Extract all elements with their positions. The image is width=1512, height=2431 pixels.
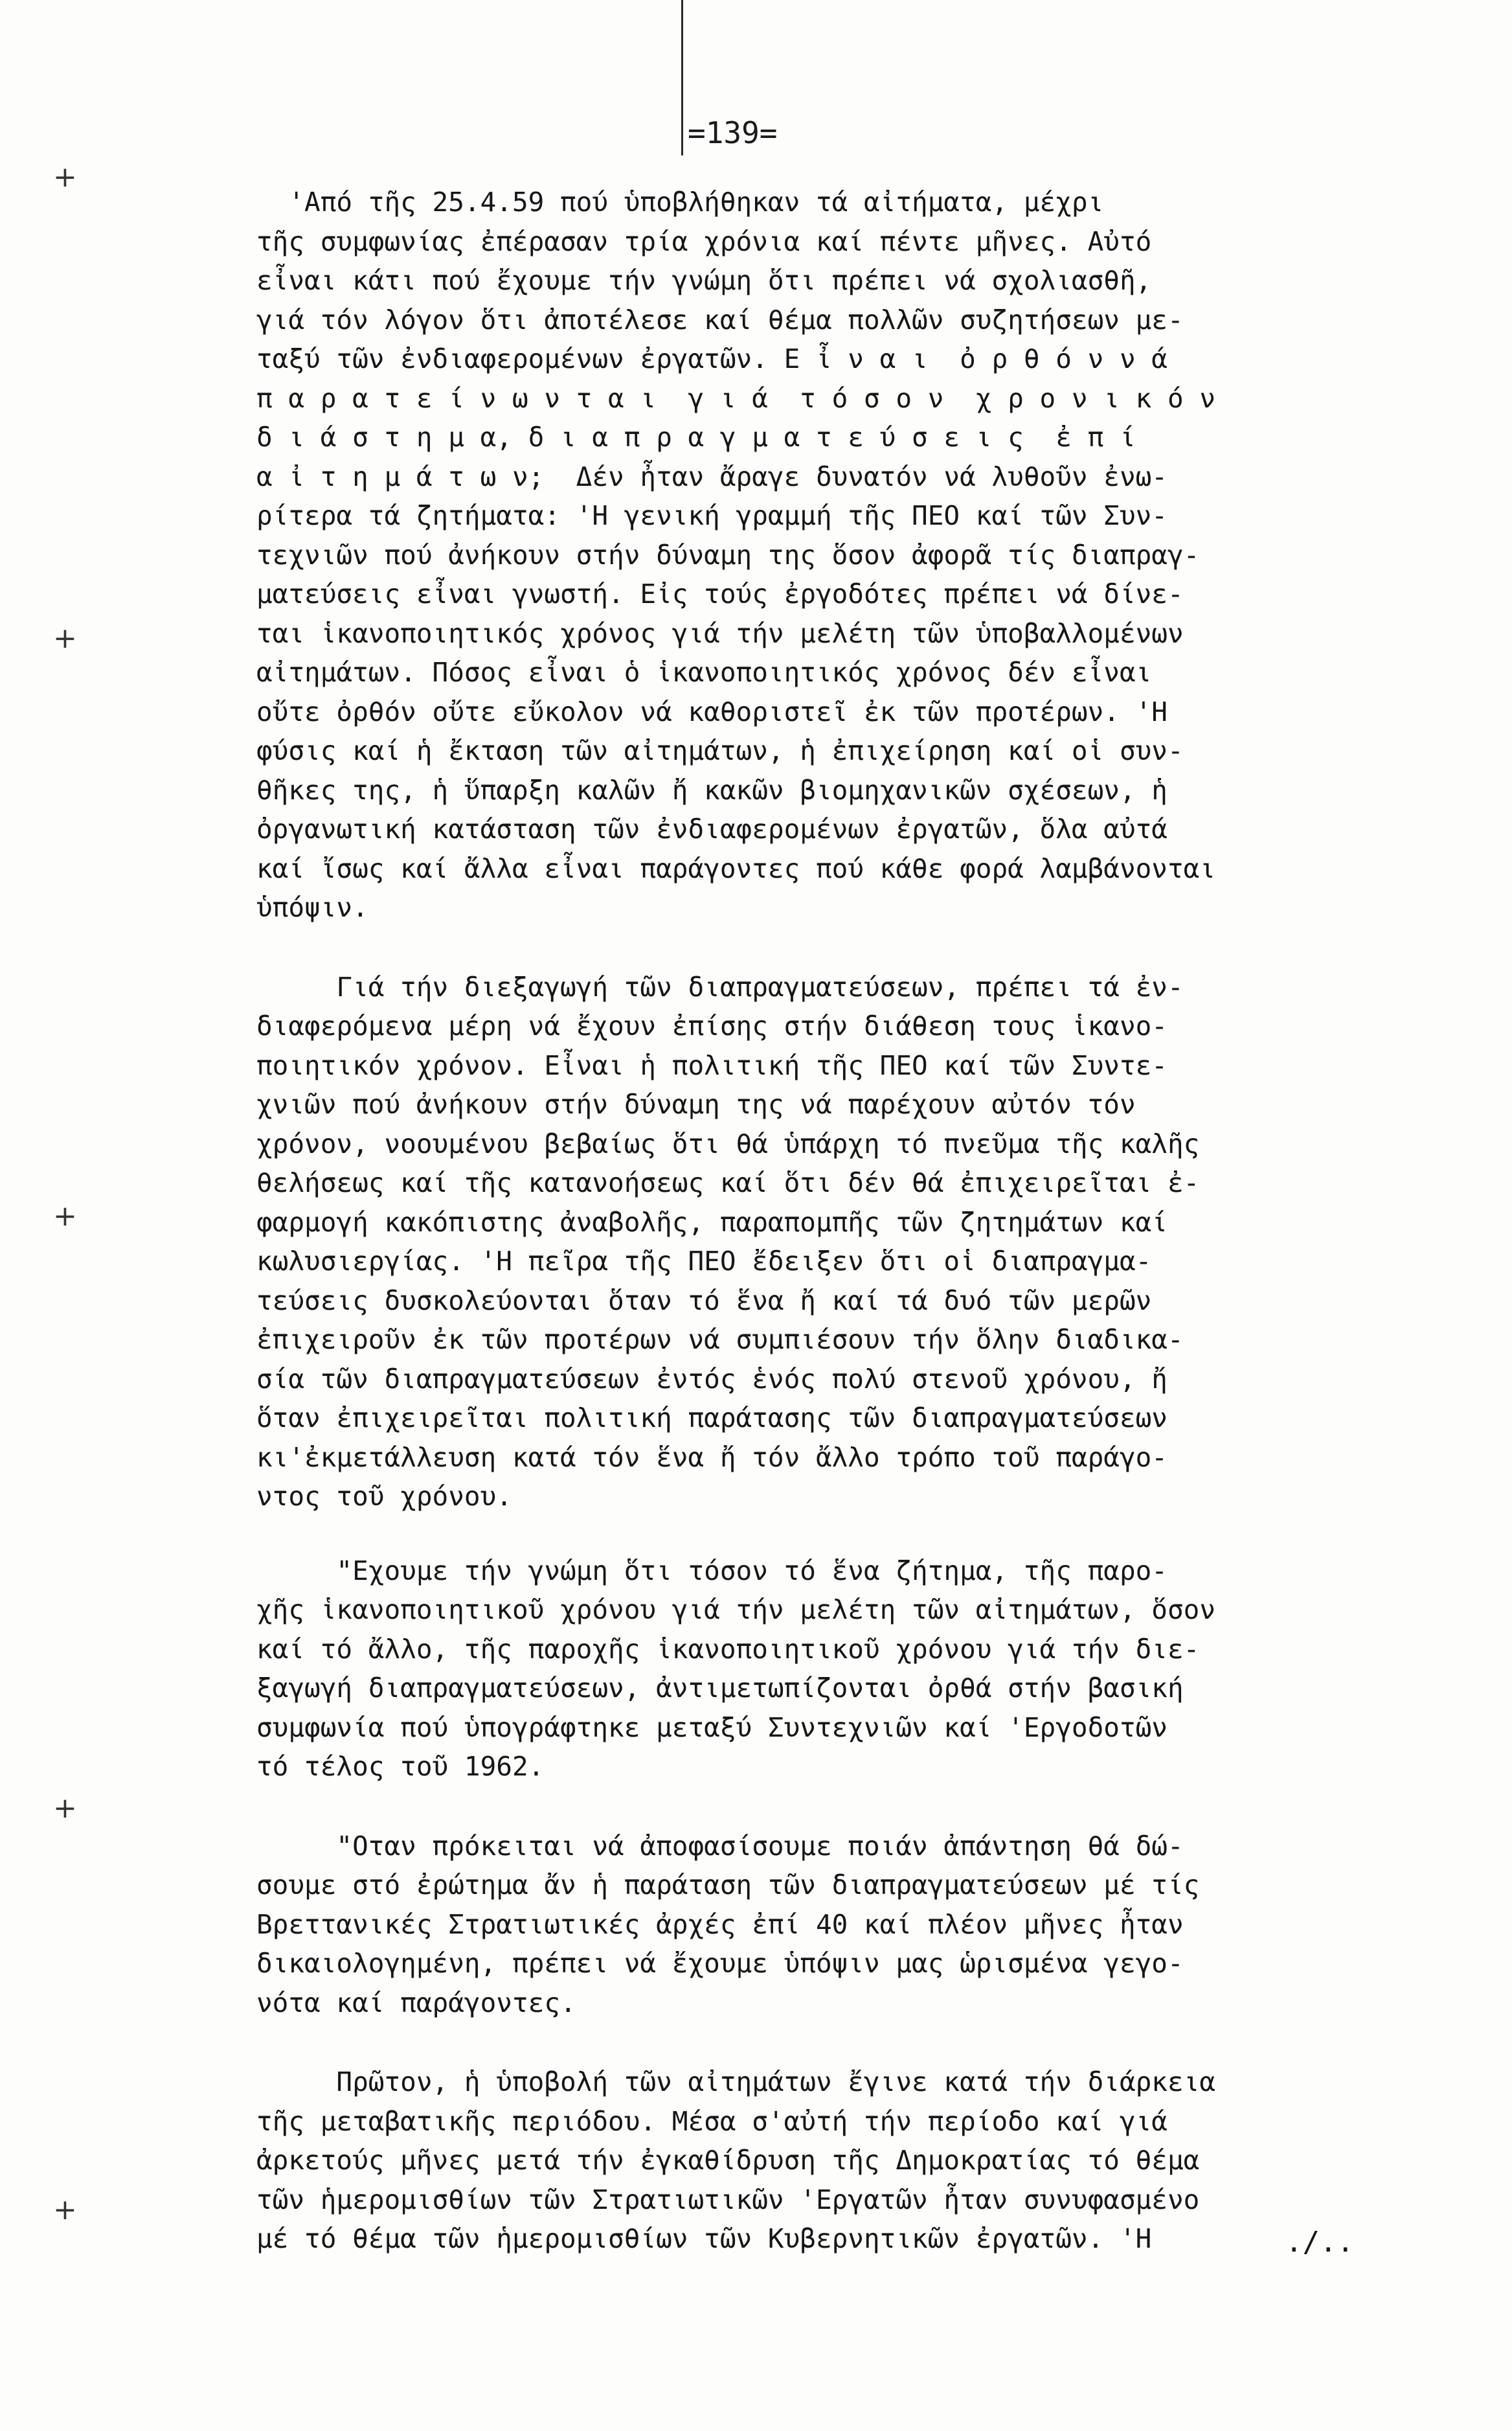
text-line: "Εχουμε τήν γνώμη ὅτι τόσον τό ἕνα ζήτημα, τῆς παρο- bbox=[256, 1555, 1168, 1586]
text-line: Βρεττανικές Στρατιωτικές ἀρχές ἐπί 40 καί πλέον μῆνες ἦταν bbox=[256, 1908, 1184, 1940]
margin-mark: + bbox=[53, 622, 77, 655]
text-line: κι'ἐκμετάλλευση κατά τόν ἕνα ἤ τόν ἄλλο τρόπο τοῦ παράγο- bbox=[256, 1441, 1168, 1473]
text-line: ρίτερα τά ζητήματα: 'Η γενική γραμμή τῆς ΠΕΟ καί τῶν Συν- bbox=[256, 500, 1168, 531]
text-line: χρόνον, νοουμένου βεβαίως ὅτι θά ὑπάρχη τό πνεῦμα τῆς καλῆς bbox=[256, 1128, 1200, 1159]
text-line: οὔτε ὀρθόν οὔτε εὔκολον νά καθοριστεῖ ἐκ τῶν προτέρων. 'Η bbox=[256, 696, 1168, 727]
text-line: τό τέλος τοῦ 1962. bbox=[256, 1751, 545, 1782]
text-line: θῆκες της, ἡ ὕπαρξη καλῶν ἤ κακῶν βιομηχανικῶν σχέσεων, ἡ bbox=[256, 774, 1168, 806]
continuation-mark: ./.. bbox=[1285, 2226, 1354, 2259]
margin-mark: + bbox=[53, 2193, 77, 2226]
text-line: ντος τοῦ χρόνου. bbox=[256, 1481, 512, 1512]
text-line: ταξύ τῶν ἐνδιαφερομένων ἐργατῶν. Ε ἶ ν α ι ὀ ρ θ ό ν ν ά bbox=[256, 343, 1168, 374]
text-line: συμφωνία πού ὑπογράφτηκε μεταξύ Συντεχνιῶν καί 'Εργοδοτῶν bbox=[256, 1711, 1168, 1743]
text-line: ποιητικόν χρόνον. Εἶναι ἡ πολιτική τῆς ΠΕΟ καί τῶν Συντε- bbox=[256, 1049, 1168, 1081]
margin-mark: + bbox=[53, 161, 77, 194]
text-line: διαφερόμενα μέρη νά ἔχουν ἐπίσης στήν διάθεση τους ἱκανο- bbox=[256, 1010, 1168, 1042]
text-line: εἶναι κάτι πού ἔχουμε τήν γνώμη ὅτι πρέπει νά σχολιασθῆ, bbox=[256, 265, 1152, 296]
text-line: α ἰ τ η μ ά τ ω ν; Δέν ἦταν ἄραγε δυνατόν νά λυθοῦν ἐνω- bbox=[256, 461, 1168, 492]
text-line: "Οταν πρόκειται νά ἀποφασίσουμε ποιάν ἀπάντηση θά δώ- bbox=[256, 1830, 1184, 1862]
text-line: σουμε στό ἐρώτημα ἄν ἡ παράταση τῶν διαπραγματεύσεων μέ τίς bbox=[256, 1869, 1200, 1900]
text-line: σία τῶν διαπραγματεύσεων ἐντός ἑνός πολύ στενοῦ χρόνου, ἤ bbox=[256, 1363, 1168, 1395]
text-line: φύσις καί ἡ ἔκταση τῶν αἰτημάτων, ἡ ἐπιχείρηση καί οἱ συν- bbox=[256, 735, 1184, 766]
text-line: ται ἱκανοποιητικός χρόνος γιά τήν μελέτη τῶν ὑποβαλλομένων bbox=[256, 617, 1184, 649]
paragraph bbox=[256, 1551, 1474, 1786]
text-line: κωλυσιεργίας. 'Η πεῖρα τῆς ΠΕΟ ἔδειξεν ὅτι οἱ διαπραγμα- bbox=[256, 1246, 1152, 1277]
text-line: γιά τόν λόγον ὅτι ἀποτέλεσε καί θέμα πολλῶν συζητήσεων με- bbox=[256, 304, 1184, 336]
text-line: δ ι ά σ τ η μ α, δ ι α π ρ α γ μ α τ ε ύ σ ε ι ς ἐ π ί bbox=[256, 422, 1136, 453]
text-line: Πρῶτον, ἡ ὑποβολή τῶν αἰτημάτων ἔγινε κατά τήν διάρκεια bbox=[256, 2066, 1216, 2097]
margin-mark: + bbox=[53, 1792, 77, 1825]
text-line: τῶν ἡμερομισθίων τῶν Στρατιωτικῶν 'Εργατῶν ἦταν συνυφασμένο bbox=[256, 2184, 1200, 2215]
text-line: χῆς ἱκανοποιητικοῦ χρόνου γιά τήν μελέτη τῶν αἰτημάτων, ὅσον bbox=[256, 1594, 1216, 1625]
margin-mark: + bbox=[53, 1200, 77, 1233]
text-line: δικαιολογημένη, πρέπει νά ἔχουμε ὑπόψιν μας ὡρισμένα γεγο- bbox=[256, 1948, 1184, 1979]
text-line: ἀρκετούς μῆνες μετά τήν ἐγκαθίδρυση τῆς Δημοκρατίας τό θέμα bbox=[256, 2145, 1200, 2176]
text-line: θελήσεως καί τῆς κατανοήσεως καί ὅτι δέν θά ἐπιχειρεῖται ἐ- bbox=[256, 1167, 1200, 1198]
text-line: καί τό ἄλλο, τῆς παροχῆς ἱκανοποιητικοῦ χρόνου γιά τήν διε- bbox=[256, 1633, 1200, 1665]
text-line: ματεύσεις εἶναι γνωστή. Εἰς τούς ἐργοδότες πρέπει νά δίνε- bbox=[256, 578, 1184, 610]
text-line: τῆς μεταβατικῆς περιόδου. Μέσα σ'αὐτή τήν περίοδο καί γιά bbox=[256, 2105, 1168, 2137]
paragraph bbox=[256, 183, 1474, 928]
text-line: π α ρ α τ ε ί ν ω ν τ α ι γ ι ά τ ό σ ο ν χ ρ ο ν ι κ ό ν bbox=[256, 382, 1216, 414]
text-line: φαρμογή κακόπιστης ἀναβολῆς, παραπομπῆς τῶν ζητημάτων καί bbox=[256, 1206, 1168, 1238]
vertical-rule bbox=[681, 0, 683, 155]
text-line: χνιῶν πού ἀνήκουν στήν δύναμη της νά παρέχουν αὐτόν τόν bbox=[256, 1089, 1136, 1120]
page-number: =139= bbox=[688, 115, 778, 150]
text-line: αἰτημάτων. Πόσος εἶναι ὁ ἱκανοποιητικός χρόνος δέν εἶναι bbox=[256, 657, 1152, 688]
text-line: μέ τό θέμα τῶν ἡμερομισθίων τῶν Κυβερνητικῶν ἐργατῶν. 'Η bbox=[256, 2223, 1152, 2254]
body-text bbox=[256, 183, 1474, 2259]
text-line: τῆς συμφωνίας ἐπέρασαν τρία χρόνια καί πέντε μῆνες. Αὐτό bbox=[256, 225, 1152, 257]
paragraph bbox=[256, 1827, 1474, 2023]
text-line: τεχνιῶν πού ἀνήκουν στήν δύναμη της ὅσον ἀφορᾶ τίς διαπραγ- bbox=[256, 539, 1200, 571]
text-line: ἐπιχειροῦν ἐκ τῶν προτέρων νά συμπιέσουν τήν ὅλην διαδικα- bbox=[256, 1324, 1184, 1355]
text-line: καί ἴσως καί ἄλλα εἶναι παράγοντες πού κάθε φορά λαμβάνονται bbox=[256, 852, 1216, 884]
text-line: Γιά τήν διεξαγωγή τῶν διαπραγματεύσεων, πρέπει τά ἐν- bbox=[256, 971, 1184, 1003]
text-line: τεύσεις δυσκολεύονται ὅταν τό ἕνα ἤ καί τά δυό τῶν μερῶν bbox=[256, 1284, 1152, 1316]
text-line: ὀργανωτική κατάσταση τῶν ἐνδιαφερομένων ἐργατῶν, ὅλα αὐτά bbox=[256, 814, 1168, 845]
text-line: ξαγωγή διαπραγματεύσεων, ἀντιμετωπίζονται ὀρθά στήν βασική bbox=[256, 1672, 1184, 1704]
paragraph bbox=[256, 968, 1474, 1516]
text-line: ὑπόψιν. bbox=[256, 892, 368, 923]
text-line: ὅταν ἐπιχειρεῖται πολιτική παράτασης τῶν διαπραγματεύσεων bbox=[256, 1402, 1168, 1433]
text-line: 'Από τῆς 25.4.59 πού ὑποβλήθηκαν τά αἰτήματα, μέχρι bbox=[256, 187, 1104, 218]
text-line: νότα καί παράγοντες. bbox=[256, 1987, 576, 2018]
